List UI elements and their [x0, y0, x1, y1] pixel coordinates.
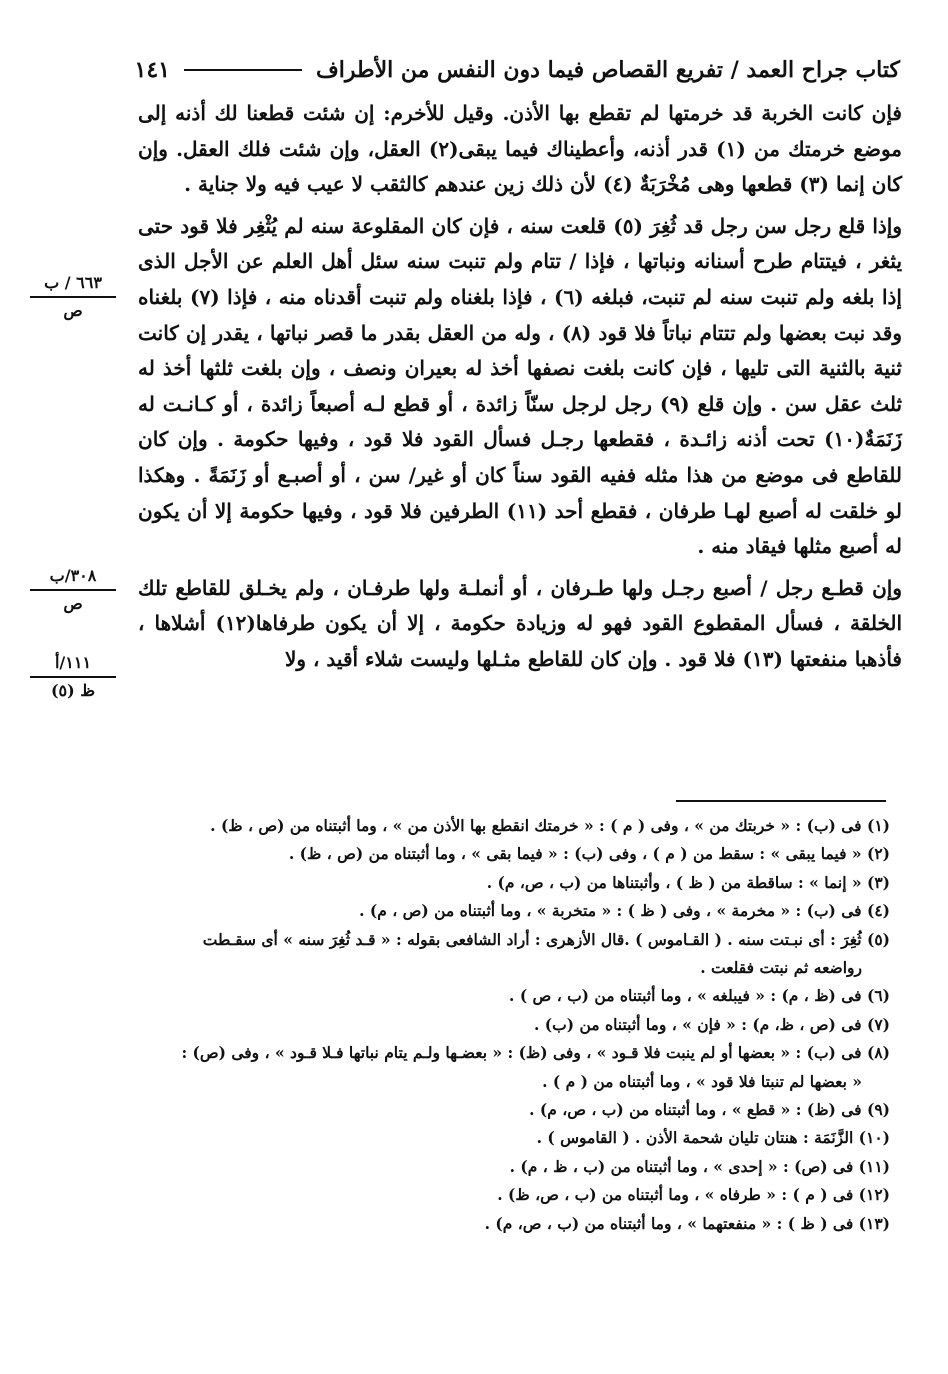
- footnote: (١) فى (ب) : « خربتك من » ، وفى ( م ) : « خرمتك انقطع بها الأذن من » ، وما أثبتناه من (ص ، ظ) .: [210, 816, 890, 835]
- margin-note-manuscript-ref: [30, 652, 116, 702]
- footnote-continuation: « بعضها لم تنبتا فلا قود » ، وما أثبتناه من ( م ) .: [542, 1071, 862, 1091]
- margin-note-siglum: ص: [63, 301, 83, 320]
- paragraph-2: [138, 209, 902, 565]
- running-header: [134, 50, 900, 90]
- margin-note-siglum: ظ (٥): [50, 681, 96, 700]
- text-line: عن الأجل الذى إذا بلغه ولم تنبت سنه لم تنبت، فبلغه (٦) ، فإذا بلغناه ولم تنبت أقدناه: [138, 249, 902, 309]
- footnote: (٩) فى (ظ) : « قطع » ، وما أثبتناه من (ب ، ص، م) .: [529, 1100, 890, 1120]
- text-line: أو قطع لـه أصبعاً زائدة ، أو كـانـت له زَنَمَةٌ(١٠) تحت أذنه زائـدة ، فقطعها رجـل فسأل: [138, 391, 902, 452]
- footnotes: [130, 812, 890, 1238]
- footnote: (٣) « إنما » : ساقطة من ( ظ ) ، وأثبتناها من (ب ، ص، م) .: [486, 872, 890, 892]
- footnote-continuation: رواضعه ثم نبتت فقلعت .: [700, 958, 862, 978]
- text-line: القود فلا قود ، وفيها حكومة . وإن كان للقاطع فى موضع من هذا مثله ففيه القود سناً: [138, 427, 902, 487]
- margin-note-manuscript-ref: [30, 565, 116, 615]
- text-line: للقاطع تلك الخلقة ، فسأل المقطوع القود فهو له وزيادة حكومة ، إلا أن يكون طرفاها(١٢): [138, 575, 903, 636]
- footnote: (٧) فى (ص ، ظ، م) : « فإن » ، وما أثبتناه من (ب) .: [534, 1014, 890, 1034]
- text-line: فإن كانت الخربة قد خرمتها لم تقطع بها الأذن. وقيل للأخرم: إن شئت قطعنا لك أذنه إلى: [138, 101, 902, 125]
- footnote: (٦) فى (ظ ، م) : « فيبلغه » ، وما أثبتناه من (ب ، ص ) .: [509, 986, 890, 1006]
- text-line: موضع خرمتك من (١) قدر أذنه، وأعطيناك فيما يبقى(٢) العقل، وإن شئت فلك العقل. وإن: [138, 136, 902, 161]
- text-line: منه ، فإذا (٧) بلغناه وقد نبت بعضها ولم تتتام نباتاً فلا قود (٨) ، وله من العقل بقدر ما: [138, 284, 902, 345]
- footnote: (١١) فى (ص) : « إحدى » ، وما أثبتناه من (ب ، ظ ، م) .: [509, 1156, 890, 1176]
- footnote: (٥) ثُغِرَ : أى نبـتت سنه . ( القـاموس ) .قال الأزهرى : أراد الشافعى بقوله : « قـد ثُغِرَ سنه » أى سقـطت: [202, 929, 890, 949]
- main-text: [138, 96, 902, 678]
- text-line: وإن قطـع رجل / أصبع رجـل ولها طـرفان ، أو أنملـة ولها طرفـان ، ولم يخـلق: [239, 575, 902, 600]
- paragraph-3: [138, 571, 902, 678]
- margin-note-siglum: ص: [63, 594, 83, 613]
- margin-note-folio: ٦٦٣ / ب: [30, 272, 116, 298]
- footnote: (٤) فى (ب) : « مخرمة » ، وفى ( ظ ) : « متخربة » ، وما أثبتناه من (ص ، م) .: [359, 901, 890, 921]
- paragraph-1: [138, 96, 902, 203]
- text-line: قصر نباتها ، يقدر إن كانت ثنية بالثنية التى تليها ، فإن كانت بلغت نصفها أخذ له بعيران: [138, 320, 903, 381]
- text-line: كان إنما (٣) قطعها وهى مُخْرَبَةٌ (٤) لأن ذلك زين عندهم كالثقب لا عيب فيه ولا جناية .: [184, 172, 902, 197]
- text-line: ونصف ، وإن بلغت ثلثها أخذ له ثلث عقل سن . وإن قلع (٩) رجل لرجل سنّاً زائدة ،: [138, 356, 903, 416]
- text-line: قود حتى يثغر ، فيتتام طرح أسنانه ونباتها ، فإذا / تتام ولم تنبت سنه سئل أهل العلم: [138, 213, 903, 274]
- text-line: كان أو غير/ سن ، أو أصبـع أو زَنَمَةً . وهكذا لو خلقت له أصبع لهـا طرفان ، فقطع: [138, 462, 903, 523]
- text-line: وإذا قلع رجل سن رجل قد ثُغِرَ (٥) قلعت سنه ، فإن كان المقلوعة سنه لم يُثْغِر فلا: [216, 213, 902, 238]
- header-title: كتاب جراح العمد / تفريع القصاص فيما دون النفس من الأطراف: [316, 57, 900, 83]
- margin-note-folio: ٣٠٨/ب: [30, 565, 116, 591]
- footnote: (١٣) فى ( ظ ) : « منفعتهما » ، وما أثبتناه من (ب ، ص، م) .: [484, 1213, 890, 1233]
- header-rule: [184, 69, 302, 71]
- text-line: أحد (١١) الطرفين فلا قود ، وفيها حكومة إلا أن يكون له أصبع مثلها فيقاد منه .: [138, 498, 902, 559]
- footnote: (٨) فى (ب) : « بعضها أو لم ينبت فلا قـود » ، وفى (ظ) : « بعضـها ولـم يتام نباتها فـلا قـود » ، وفى (ص) :: [181, 1043, 890, 1063]
- footnote: (١٠) الزَّنَمَة : هنتان تليان شحمة الأذن . ( القاموس ) .: [536, 1128, 890, 1148]
- page-number: ١٤١: [134, 57, 170, 83]
- footnote-separator: [676, 800, 886, 802]
- footnote: (٢) « فيما يبقى » : سقط من ( م ) ، وفى (ب) : « فيما بقى » ، وما أثبتناه من (ص ، ظ) .: [288, 844, 890, 864]
- text-line: أشلاها ، فأذهبا منفعتها (١٣) فلا قود . وإن كان للقاطع مثـلها وليست شلاء أقيد ، ولا: [138, 611, 902, 671]
- margin-note-manuscript-ref: [30, 272, 116, 322]
- footnote: (١٢) فى ( م ) : « طرفاه » ، وما أثبتناه من (ب ، ص، ظ) .: [497, 1185, 890, 1205]
- margin-note-folio: ١١١/أ: [30, 652, 116, 678]
